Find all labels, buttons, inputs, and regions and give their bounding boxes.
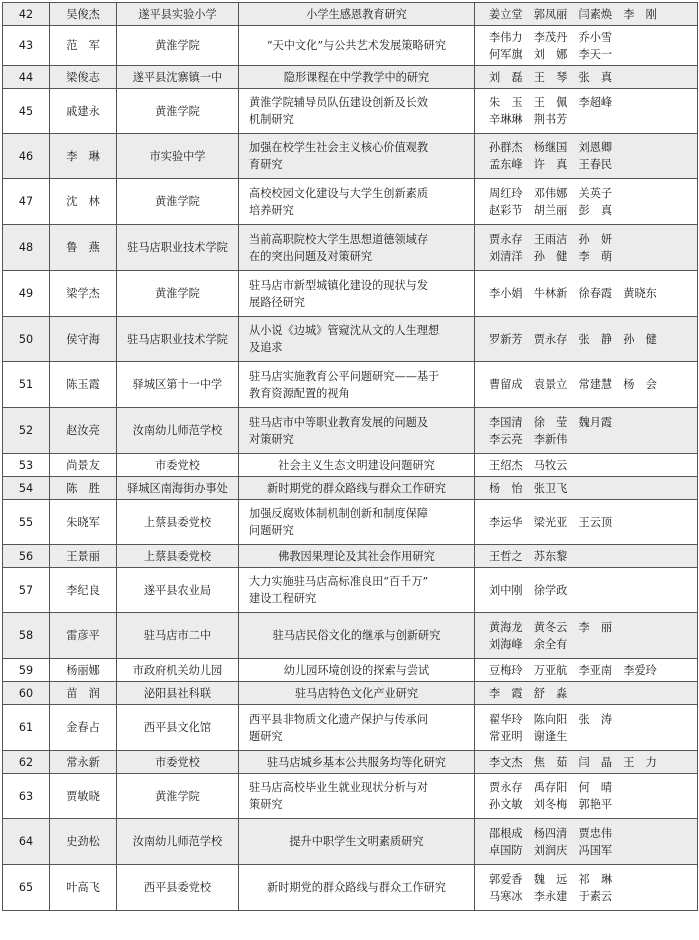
project-members: 孙群杰 杨继国 刘恩卿 孟东峰 许 真 王春民	[475, 134, 698, 179]
project-title: 驻马店高校毕业生就业现状分析与对 策研究	[239, 774, 475, 819]
project-leader: 梁学杰	[50, 271, 117, 317]
project-members: 邵根成 杨四清 贾忠伟 卓国防 刘润庆 冯国军	[475, 819, 698, 865]
work-unit: 驿城区第十一中学	[117, 362, 239, 408]
project-title: 大力实施驻马店高标准良田“百千万” 建设工程研究	[239, 568, 475, 613]
table-row	[3, 659, 698, 682]
work-unit: 驿城区南海街办事处	[117, 477, 239, 500]
work-unit: 西平县委党校	[117, 865, 239, 911]
row-number: 44	[3, 66, 50, 89]
project-leader: 叶高飞	[50, 865, 117, 911]
work-unit: 黄淮学院	[117, 179, 239, 225]
project-members: 曹留成 袁景立 常建慧 杨 会	[475, 362, 698, 408]
table-row	[3, 134, 698, 179]
project-members: 李国清 徐 莹 魏月霞 李云亮 李新伟	[475, 408, 698, 454]
work-unit: 驻马店职业技术学院	[117, 225, 239, 271]
row-number: 53	[3, 454, 50, 477]
project-title: 驻马店市新型城镇化建设的现状与发 展路径研究	[239, 271, 475, 317]
table-row	[3, 225, 698, 271]
project-title: 佛教因果理论及其社会作用研究	[239, 545, 475, 568]
row-number: 65	[3, 865, 50, 911]
project-leader: 苗 润	[50, 682, 117, 705]
project-title: 新时期党的群众路线与群众工作研究	[239, 477, 475, 500]
project-title: 驻马店城乡基本公共服务均等化研究	[239, 751, 475, 774]
project-title: 新时期党的群众路线与群众工作研究	[239, 865, 475, 911]
project-leader: 戚建永	[50, 89, 117, 134]
project-members: 刘 磊 王 琴 张 真	[475, 66, 698, 89]
project-members: 李伟力 李茂丹 乔小雪 何军旗 刘 娜 李天一	[475, 26, 698, 66]
table-row	[3, 568, 698, 613]
project-leader: 金春占	[50, 705, 117, 751]
project-leader: 侯守海	[50, 317, 117, 362]
project-members: 王哲之 苏东黎	[475, 545, 698, 568]
project-title: 驻马店民俗文化的继承与创新研究	[239, 613, 475, 659]
row-number: 45	[3, 89, 50, 134]
project-members: 李文杰 焦 茹 闫 晶 王 力	[475, 751, 698, 774]
row-number: 54	[3, 477, 50, 500]
project-members: 姜立堂 郭凤丽 闫素焕 李 刚	[475, 3, 698, 26]
project-leader: 陈 胜	[50, 477, 117, 500]
project-members: 贾永存 禹存阳 何 晴 孙文敏 刘冬梅 郭艳平	[475, 774, 698, 819]
row-number: 60	[3, 682, 50, 705]
work-unit: 汝南幼儿师范学校	[117, 408, 239, 454]
work-unit: 市政府机关幼儿园	[117, 659, 239, 682]
work-unit: 西平县文化馆	[117, 705, 239, 751]
row-number: 50	[3, 317, 50, 362]
project-members: 李小娟 牛林新 徐春霞 黄晓东	[475, 271, 698, 317]
table-row	[3, 408, 698, 454]
project-leader: 史劲松	[50, 819, 117, 865]
row-number: 61	[3, 705, 50, 751]
project-title: 当前高职院校大学生思想道德领域存 在的突出问题及对策研究	[239, 225, 475, 271]
row-number: 42	[3, 3, 50, 26]
project-leader: 陈玉霞	[50, 362, 117, 408]
row-number: 47	[3, 179, 50, 225]
row-number: 56	[3, 545, 50, 568]
project-leader: 王景丽	[50, 545, 117, 568]
project-title: 从小说《边城》管窥沈从文的人生理想 及追求	[239, 317, 475, 362]
table-row	[3, 454, 698, 477]
table-row	[3, 362, 698, 408]
work-unit: 上蔡县委党校	[117, 500, 239, 545]
project-members: 豆梅玲 万亚航 李亚南 李爱玲	[475, 659, 698, 682]
table-row	[3, 865, 698, 911]
project-leader: 梁俊志	[50, 66, 117, 89]
work-unit: 驻马店市二中	[117, 613, 239, 659]
row-number: 43	[3, 26, 50, 66]
project-members: 王绍杰 马牧云	[475, 454, 698, 477]
project-members: 郭爱香 魏 远 祁 琳 马寒冰 李永建 于素云	[475, 865, 698, 911]
project-leader: 沈 林	[50, 179, 117, 225]
table-row	[3, 819, 698, 865]
work-unit: 黄淮学院	[117, 774, 239, 819]
row-number: 52	[3, 408, 50, 454]
row-number: 57	[3, 568, 50, 613]
project-title: 黄淮学院辅导员队伍建设创新及长效 机制研究	[239, 89, 475, 134]
work-unit: 泌阳县社科联	[117, 682, 239, 705]
row-number: 63	[3, 774, 50, 819]
project-title: 小学生感恩教育研究	[239, 3, 475, 26]
project-title: 西平县非物质文化遗产保护与传承问 题研究	[239, 705, 475, 751]
table-row	[3, 89, 698, 134]
project-title: 社会主义生态文明建设问题研究	[239, 454, 475, 477]
work-unit: 黄淮学院	[117, 89, 239, 134]
work-unit: 黄淮学院	[117, 271, 239, 317]
project-leader: 吴俊杰	[50, 3, 117, 26]
table-row	[3, 682, 698, 705]
project-title: 加强在校学生社会主义核心价值观教 育研究	[239, 134, 475, 179]
row-number: 55	[3, 500, 50, 545]
project-title: “天中文化”与公共艺术发展策略研究	[239, 26, 475, 66]
table-row	[3, 271, 698, 317]
table-row	[3, 179, 698, 225]
project-leader: 常永新	[50, 751, 117, 774]
table-row	[3, 317, 698, 362]
project-members: 刘中刚 徐学政	[475, 568, 698, 613]
project-leader: 杨丽娜	[50, 659, 117, 682]
project-members: 李运华 梁光亚 王云顶	[475, 500, 698, 545]
project-members: 翟华玲 陈向阳 张 涛 常亚明 谢逢生	[475, 705, 698, 751]
work-unit: 上蔡县委党校	[117, 545, 239, 568]
project-leader: 李 琳	[50, 134, 117, 179]
project-members: 杨 怡 张卫飞	[475, 477, 698, 500]
work-unit: 汝南幼儿师范学校	[117, 819, 239, 865]
row-number: 49	[3, 271, 50, 317]
project-leader: 朱晓军	[50, 500, 117, 545]
project-leader: 范 军	[50, 26, 117, 66]
table-row	[3, 774, 698, 819]
project-members: 朱 玉 王 佩 李超峰 辛琳琳 荆书芳	[475, 89, 698, 134]
work-unit: 市实验中学	[117, 134, 239, 179]
project-title: 驻马店实施教育公平问题研究——基于 教育资源配置的视角	[239, 362, 475, 408]
work-unit: 驻马店职业技术学院	[117, 317, 239, 362]
project-title: 加强反腐败体制机制创新和制度保障 问题研究	[239, 500, 475, 545]
table-row	[3, 26, 698, 66]
table-row	[3, 705, 698, 751]
work-unit: 遂平县农业局	[117, 568, 239, 613]
table-row	[3, 613, 698, 659]
research-projects-table	[2, 2, 698, 911]
table-row	[3, 545, 698, 568]
project-members: 罗新芳 贾永存 张 静 孙 健	[475, 317, 698, 362]
row-number: 48	[3, 225, 50, 271]
row-number: 46	[3, 134, 50, 179]
work-unit: 市委党校	[117, 454, 239, 477]
row-number: 62	[3, 751, 50, 774]
work-unit: 遂平县沈寨镇一中	[117, 66, 239, 89]
table-row	[3, 500, 698, 545]
table-row	[3, 477, 698, 500]
project-members: 贾永存 王雨洁 孙 妍 刘清洋 孙 健 李 萌	[475, 225, 698, 271]
project-leader: 李纪良	[50, 568, 117, 613]
project-members: 周红玲 邓伟娜 关英子 赵彩节 胡兰丽 彭 真	[475, 179, 698, 225]
project-leader: 贾敏晓	[50, 774, 117, 819]
row-number: 58	[3, 613, 50, 659]
project-leader: 鲁 燕	[50, 225, 117, 271]
project-title: 幼儿园环境创设的探索与尝试	[239, 659, 475, 682]
work-unit: 黄淮学院	[117, 26, 239, 66]
project-title: 驻马店市中等职业教育发展的问题及 对策研究	[239, 408, 475, 454]
row-number: 64	[3, 819, 50, 865]
project-members: 李 霞 舒 淼	[475, 682, 698, 705]
work-unit: 市委党校	[117, 751, 239, 774]
project-members: 黄海龙 黄冬云 李 丽 刘海峰 余全有	[475, 613, 698, 659]
work-unit: 遂平县实验小学	[117, 3, 239, 26]
project-title: 驻马店特色文化产业研究	[239, 682, 475, 705]
project-title: 隐形课程在中学教学中的研究	[239, 66, 475, 89]
project-leader: 尚景友	[50, 454, 117, 477]
project-title: 高校校园文化建设与大学生创新素质 培养研究	[239, 179, 475, 225]
project-title: 提升中职学生文明素质研究	[239, 819, 475, 865]
table-row	[3, 66, 698, 89]
project-leader: 赵汝亮	[50, 408, 117, 454]
row-number: 51	[3, 362, 50, 408]
table-row	[3, 751, 698, 774]
row-number: 59	[3, 659, 50, 682]
table-row	[3, 3, 698, 26]
project-leader: 雷彦平	[50, 613, 117, 659]
